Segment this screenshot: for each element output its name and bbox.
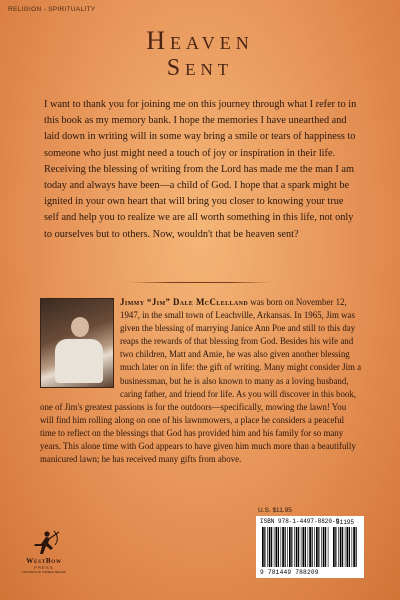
barcode-block <box>256 516 364 578</box>
publisher-logo <box>16 530 72 574</box>
price-label: U.S. $11.95 <box>258 507 292 514</box>
publisher-tagline: A DIVISION OF THOMAS NELSON <box>21 570 67 574</box>
barcode-bars <box>262 527 330 567</box>
barcode-addon-bars <box>333 527 359 567</box>
barcode-digits: 9 781449 788209 <box>260 569 319 576</box>
intro-paragraph: I want to thank you for joining me on this journey through what I refer to in this book as my memory bank. I hope the memories I have unearthed and laid down in writing will in some way bring a smile or tears of happiness to someone who just might need a touch of joy or inspiration in their life. Receiving the blessing of writing from the Lord has made me the man I am today and always have been—a child of God. I hope that a spark might be ignited in your own heart that will bring you closer to knowing your true self and help you to realize we are all worth something in this life, not only to ourselves but to others. Now, wouldn't that be heaven sent? <box>44 99 357 240</box>
book-title-block <box>0 28 400 80</box>
author-bio <box>40 296 362 466</box>
isbn-text: ISBN 978-1-4497-8820-9 <box>260 518 340 525</box>
author-bio-text: was born on November 12, 1947, in the small town of Leachville, Arkansas. In 1965, Jim was given the blessing of marrying Janice Ann Poe and still to this day reaps the rewards of that blessing from God. Besides his wife and two children, Matt and Amie, he was also given another blessing much later on in life: the gift of writing. Many might consider Jim a businessman, but he is also known to many as a loving husband, caring father, and friend for life. As you will discover in this book, one of Jim's greatest passions is for the outdoors—specifically, mowing the lawn! You will find him rolling along on one of his lawnmowers, a place he considers a peaceful time to reflect on the blessings that God has provided him and his family for so many years. This alone time with God appears to have given him much more than a beautifully manicured lawn; he has received many gifts from above. <box>40 297 362 465</box>
archer-icon <box>27 530 61 556</box>
publisher-press: PRESS <box>34 565 54 570</box>
photo-wrap-space <box>40 296 120 390</box>
price-code-text: 51195 <box>336 519 355 526</box>
book-title: Heaven <box>146 26 254 55</box>
publisher-name: WestBow <box>26 557 62 565</box>
divider-line <box>128 282 272 283</box>
author-name: Jimmy “Jim” Dale McClelland <box>120 297 249 307</box>
book-subtitle: Sent <box>166 55 234 81</box>
category-label: RELIGION - SPIRITUALITY <box>8 6 96 13</box>
